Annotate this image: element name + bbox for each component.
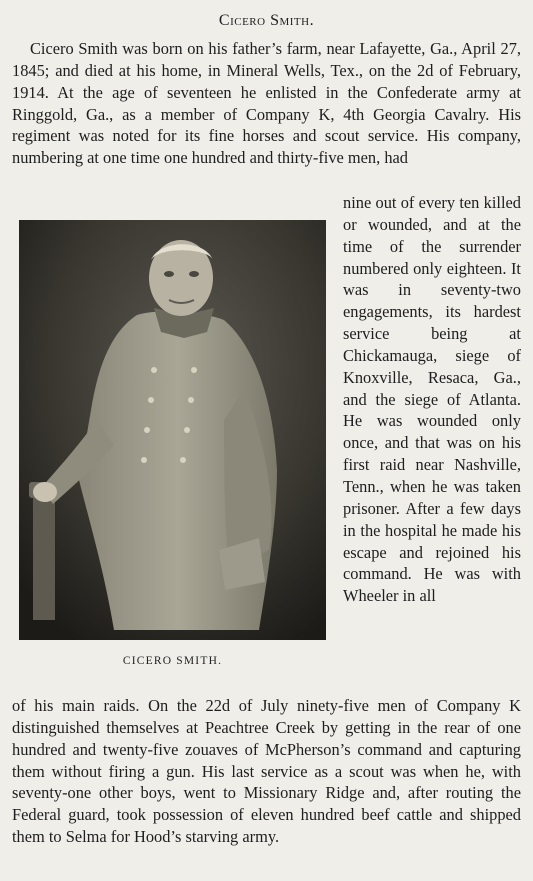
paragraph-intro: Cicero Smith was born on his father’s farm, near Lafayette, Ga., April 27, 1845; and died at his home, in Mineral Wells, Tex., on the 2d of February, 1914. At the age of seventeen he enlisted in the Confederate army at Ringgold, Ga., as a member of Company K, 4th Georgia Cavalry. His regiment was noted for its fine horses and scout service. His company, numbering at one time one hundred and thirty-five men, had: [12, 39, 521, 168]
paragraph-side-column: nine out of every ten killed or wounded, and at the time of the surrender numbered only eighteen. It was in seventy-two engagements, its hardest service being at Chickamauga, siege of Knoxville, Resaca, Ga., and the siege of Atlanta. He was wounded only once, and that was on his first raid near Nashville, Tenn., when he was taken prisoner. After a few days in the hospital he made his escape and rejoined his command. He was with Wheeler in all: [343, 193, 521, 606]
photo-caption: CICERO SMITH.: [122, 655, 223, 667]
portrait-photo: [19, 220, 326, 640]
paragraph-closing: of his main raids. On the 22d of July ninety-five men of Company K distinguished themselves at Peachtree Creek by getting in the rear of one hundred and twenty-five zouaves of McPherson’s command and capturing them without firing a gun. His last service as a scout was when he, with seventy-one other boys, went to Missionary Ridge and, after routing the Federal guard, took possession of eleven hundred beef cattle and shipped them to Selma for Hood’s starving army.: [12, 696, 521, 847]
page-title: Cicero Smith.: [218, 12, 315, 29]
